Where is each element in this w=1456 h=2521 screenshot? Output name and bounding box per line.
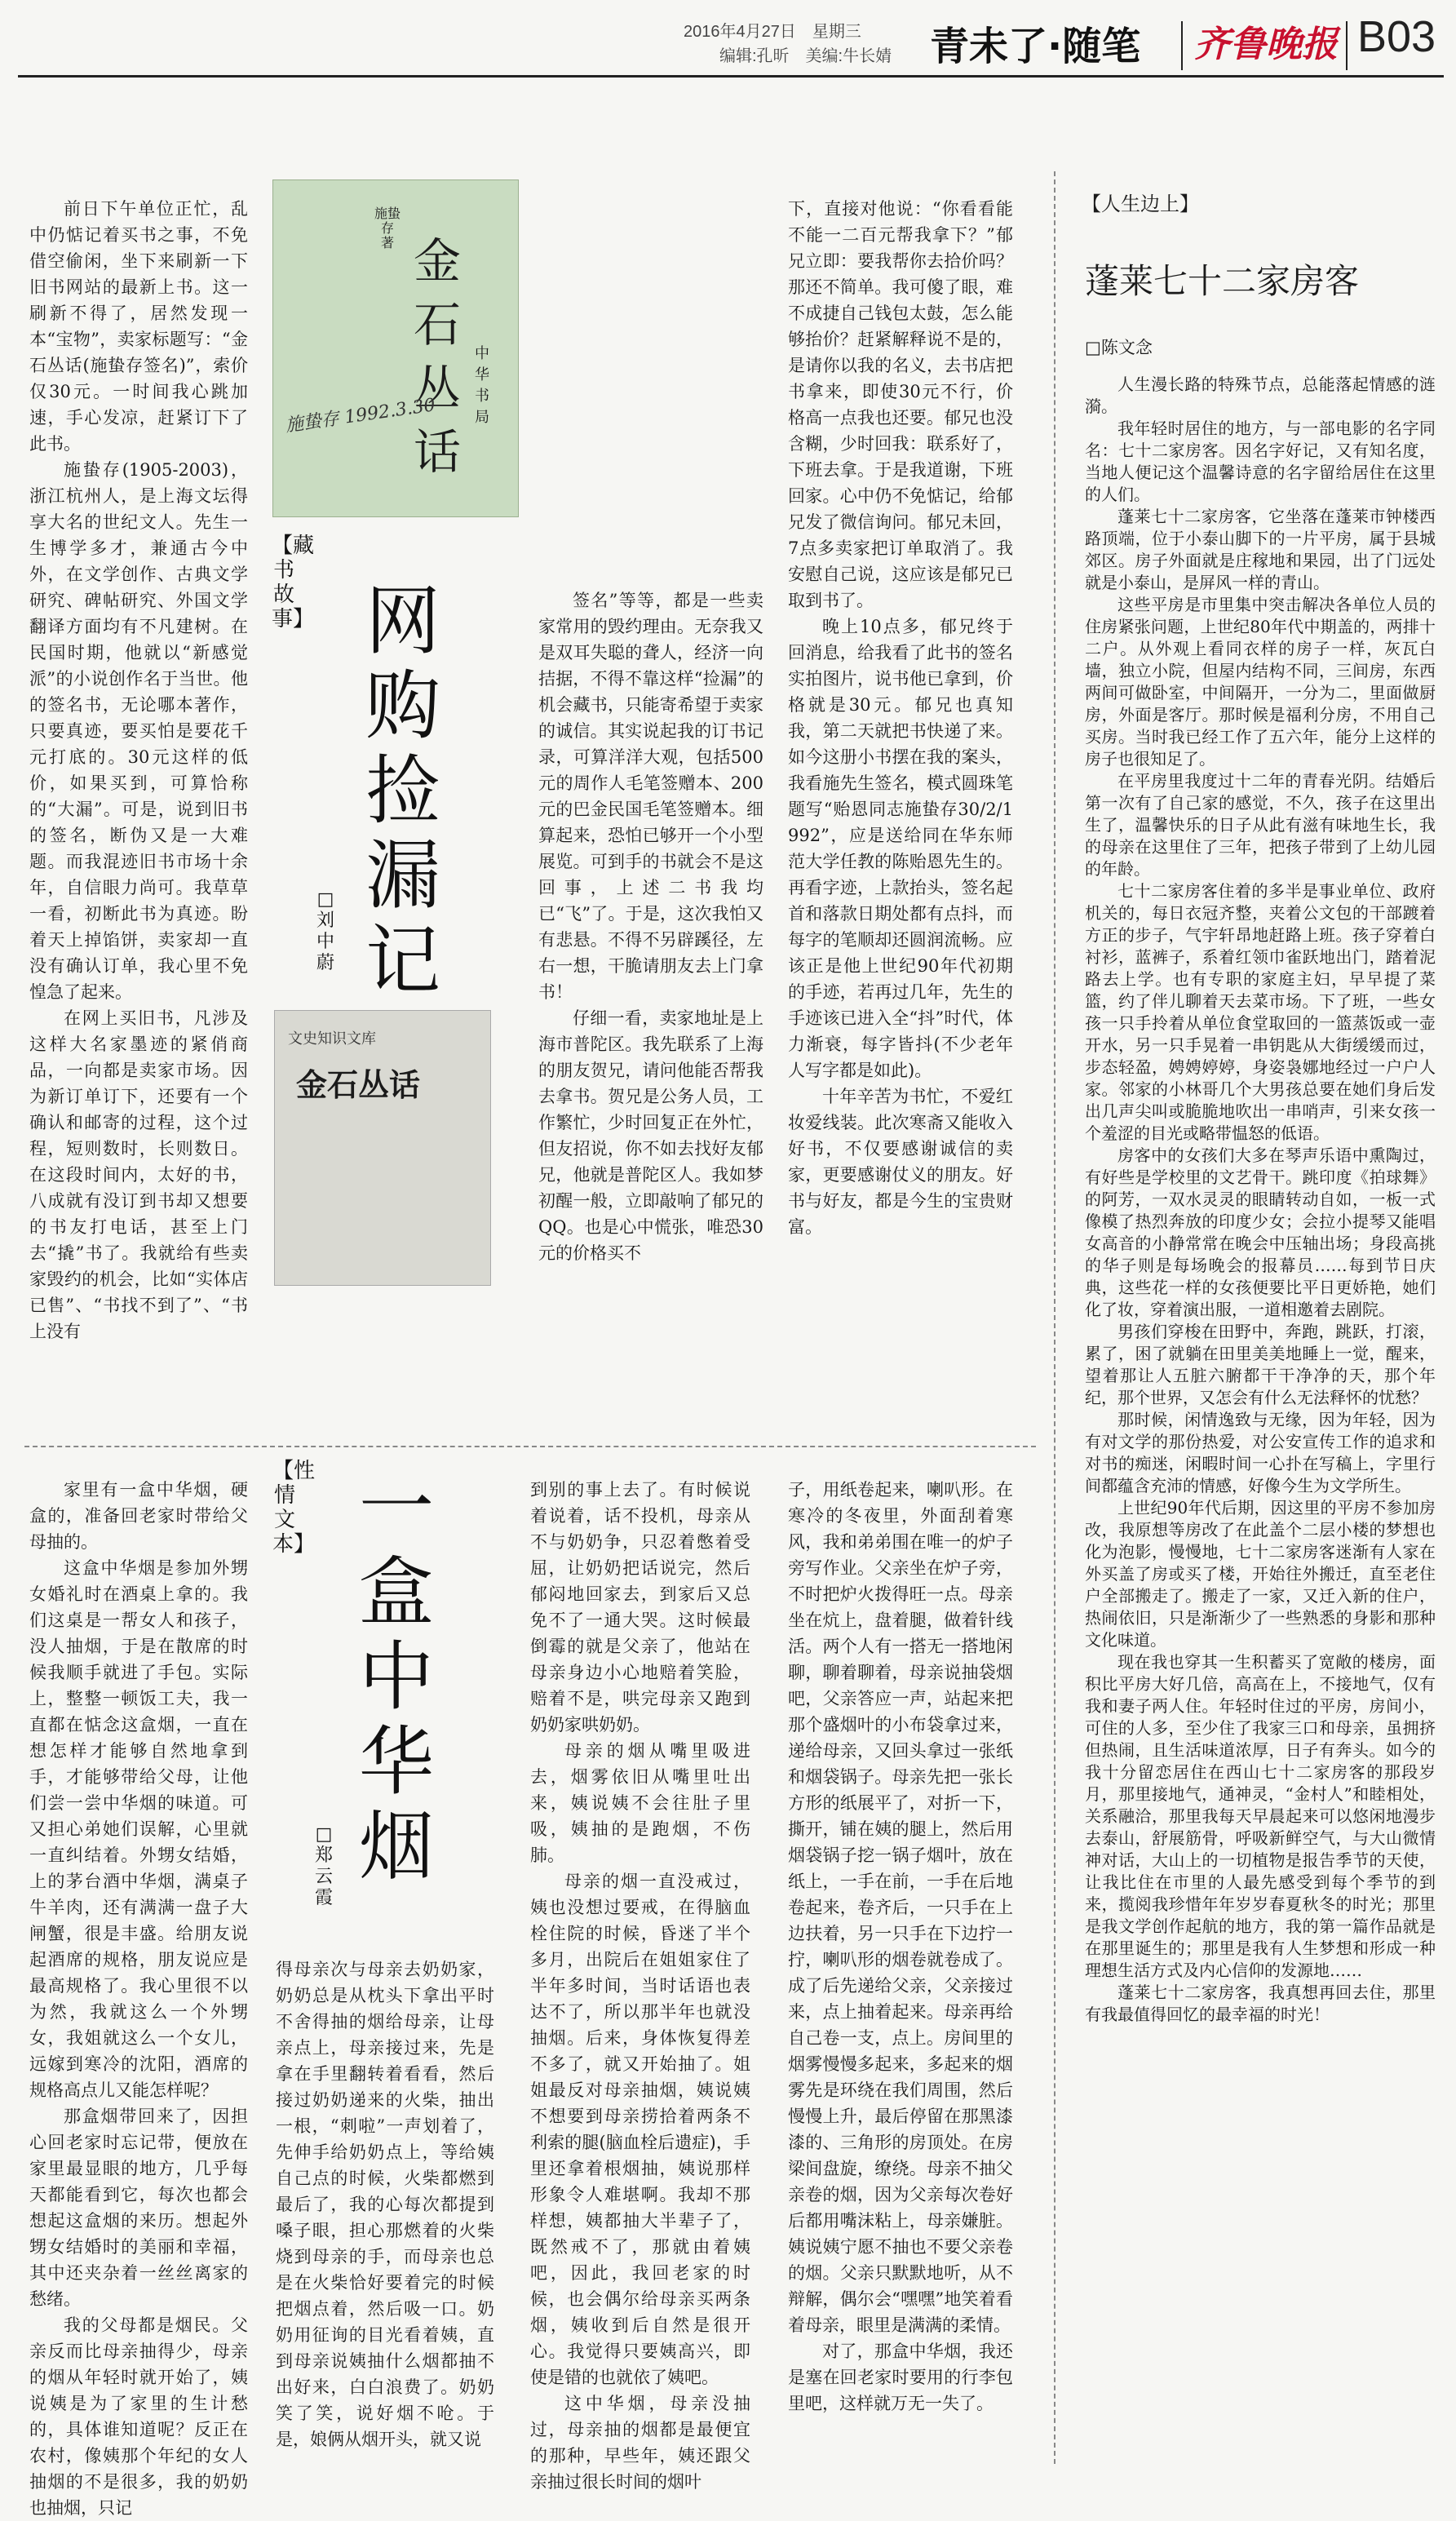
paragraph: 仔细一看，卖家地址是上海市普陀区。我先联系了上海的朋友贺兄，请问他能否帮我去拿书。贺兄是公务人员，工作繁忙，少时回复正在外忙，但友招说，你不如去找好友郁兄，他就是普陀区人。我如梦初醒一般，立即敲响了郁兄的QQ。也是心中慌张，唯恐30元的价格买不	[538, 1008, 763, 1263]
story1-column-1	[29, 196, 248, 1345]
paragraph: 在网上买旧书，凡涉及这样大名家墨迹的紧俏商品，一向都是卖家市场。因为新订单订下，还要有一个确认和邮寄的过程，这个过程，短则数时，长则数日。在这段时间内，太好的书，八成就有没订到书却又想要的书友打电话，甚至上门去“撬”书了。我就给有些卖家毁约的机会，比如“实体店已售”、“书找不到了”、“书上没有	[29, 1008, 248, 1341]
book-cover-photo	[272, 179, 519, 517]
paragraph: 我年轻时居住的地方，与一部电影的名字同名：七十二家房客。因名字好记，又有知名度，当地人便记这个温馨诗意的名字留给居住在这里的人们。	[1085, 419, 1436, 504]
story3-body	[1085, 374, 1436, 2026]
column-tag: 【藏书故事】	[272, 534, 315, 631]
paragraph: 前日下午单位正忙，乱中仍惦记着买书之事，不免借空偷闲，坐下来刷新一下旧书网站的最新上书。这一刷新不得了，居然发现一本“宝物”，卖家标题写：“金石丛话(施蛰存签名)”，索价仅30元。一时间我心跳加速，手心发凉，赶紧订下了此书。	[29, 199, 248, 454]
story2-column-3	[530, 1477, 750, 2495]
story3-title: 蓬莱七十二家房客	[1085, 261, 1360, 301]
header-rule	[18, 75, 1444, 78]
page-number: B03	[1357, 12, 1436, 61]
paragraph: 这些平房是市里集中突击解决各单位人员的住房紧张问题，上世纪80年代中期盖的，两排十二户。从外观上看同衣样的房子一样，灰瓦白墙，独立小院，但屋内结构不同，三间房，东西两间可做卧室，中间隔开，一分为二，里面做厨房，外面是客厅。那时候是福利分房，不用自己买房。当时我已经工作了五六年，能分上这样的房子也很知足了。	[1085, 595, 1436, 769]
paragraph: 到别的事上去了。有时候说着说着，话不投机，母亲从不与奶奶争，只忍着憋着受屈，让奶奶把话说完，然后郁闷地回家去，到家后又总免不了一通大哭。这时候最倒霉的就是父亲了，他站在母亲身边小心地赔着笑脸，赔着不是，哄完母亲又跑到奶奶家哄奶奶。	[530, 1480, 750, 1735]
paragraph: 那时候，闲情逸致与无缘，因为年轻，因为有对文学的那份热爱，对公安宣传工作的追求和对书的痴迷，闲暇时间一心扑在写稿上，字里行间都蕴含充沛的情感，好像今生为文学所生。	[1085, 1410, 1436, 1495]
section-title: 青未了·随笔	[930, 24, 1141, 69]
story2-author: □郑云霞	[314, 1824, 333, 1908]
story1-title: 网购捡漏记	[365, 578, 440, 1004]
paragraph: 七十二家房客住着的多半是事业单位、政府机关的，每日衣冠齐整，夹着公文包的干部踱着方正的步子，气宇轩昂地赶路上班。孩子穿着白衬衫，蓝裤子，系着红领巾雀跃地出门，踏着泥路去上学。也有专职的家庭主妇，早早提了菜篮，约了伴儿聊着天去菜市场。下了班，一些女孩一只手拎着从单位食堂取回的一篮蒸饭或一壶开水，另一只手晃着一串钥匙从大街缓缓而过，步态轻盈，娉娉婷婷，身姿袅娜地经过一户户人家。邻家的小林哥几个大男孩总要在她们身后发出几声尖叫或脆脆地吹出一串哨声，引来女孩一个羞涩的目光或略带愠怒的低语。	[1085, 881, 1436, 1143]
paragraph: 施蛰存(1905-2003)，浙江杭州人，是上海文坛得享大名的世纪文人。先生一生博学多才，兼通古今中外，在文学创作、古典文学研究、碑帖研究、外国文学翻译方面均有不凡建树。在民国时期，他就以“新感觉派”的小说创作名于当世。他的签名书，无论哪本著作，只要真迹，要买怕是要花千元打底的。30元这样的低价，如果买到，可算恰称的“大漏”。可是，说到旧书的签名，断伪又是一大难题。而我混迹旧书市场十余年，自信眼力尚可。我草草一看，初断此书为真迹。盼着天上掉馅饼，卖家却一直没有确认订单，我心里不免惶急了起来。	[29, 460, 248, 1002]
header-divider	[1181, 21, 1183, 70]
paragraph: 在平房里我度过十二年的青春光阴。结婚后第一次有了自己家的感觉，不久，孩子在这里出生了，温馨快乐的日子从此有滋有味地生长，我的母亲在这里住了三年，把孩子带到了上幼儿园的年龄。	[1085, 771, 1436, 879]
paragraph: 现在我也穿其一生积蓄买了宽敞的楼房，面积比平房大好几倍，高高在上，不接地气，仅有我和妻子两人住。年轻时住过的平房，房间小，可住的人多，至少住了我家三口和母亲，虽拥挤但热闹，且生活味道浓厚，日子有奔头。如今的我十分留恋居住在西山七十二家房客的那段岁月，那里接地气，通神灵，“金村人”和睦相处，关系融洽，那里我每天早晨起来可以悠闲地漫步去泰山，舒展筋骨，呼吸新鲜空气，与大山微情神对话，大山上的一切植物是报告季节的天使，让我比住在市里的人最先感受到每个季节的到来，揽阅我珍惜年年岁岁春夏秋冬的时光；那里是我文学创作起航的地方，我的第一篇作品就是在那里诞生的；那里是我有人生梦想和形成一种理想生活方式及内心信仰的发源地……	[1085, 1652, 1436, 1980]
paragraph: 我的父母都是烟民。父亲反而比母亲抽得少，母亲的烟从年轻时就开始了，姨说姨是为了家里的生计愁的，具体谁知道呢？反正在农村，像姨那个年纪的女人抽烟的不是很多，我的奶奶也抽烟，只记	[29, 2315, 248, 2518]
paragraph: 母亲的烟从嘴里吸进去，烟雾依旧从嘴里吐出来，姨说姨不会往肚子里吸，姨抽的是跑烟，不伤肺。	[530, 1741, 750, 1865]
paragraph: 家里有一盒中华烟，硬盒的，准备回老家时带给父母抽的。	[29, 1480, 248, 1552]
story2-column-4	[788, 1477, 1013, 2417]
book-cover-photo-2	[274, 1010, 491, 1286]
handwritten-signature: 施蛰存 1992.3.30	[284, 395, 437, 436]
newspaper-logo: 齐鲁晚报	[1194, 24, 1338, 65]
paragraph: 那盒烟带回来了，因担心回老家时忘记带，便放在家里最显眼的地方，几乎每天都能看到它，每次也都会想起这盒烟的来历。想起外甥女结婚时的美丽和幸福，其中还夹杂着一丝丝离家的愁绪。	[29, 2107, 248, 2309]
issue-date: 2016年4月27日 星期三	[684, 23, 861, 41]
paragraph: 签名”等等，都是一些卖家常用的毁约理由。无奈我又是双耳失聪的聋人，经济一向拮据，不得不靠这样“捡漏”的机会藏书，只能寄希望于卖家的诚信。其实说起我的订书记录，可算洋洋大观，包括500元的周作人毛笔签赠本、200元的巴金民国毛笔签赠本。细算起来，恐怕已够开一个小型展览。可到手的书就会不是这回事，上述二书我均已“飞”了。于是，这次我怕又有悲悬。不得不另辟蹊径，左右一想，干脆请朋友去上门拿书！	[538, 591, 763, 1002]
paragraph: 上世纪90年代后期，因这里的平房不参加房改，我原想等房改了在此盖个二层小楼的梦想也化为泡影，慢慢地，七十二家房客迷渐有人家在外买盖了房或买了楼，开始往外搬迁，直至老住户全部搬走了。搬走了一家，又迁入新的住户，热闹依旧，只是渐渐少了一些熟悉的身影和那种文化味道。	[1085, 1498, 1436, 1650]
paragraph: 这中华烟，母亲没抽过，母亲抽的烟都是最便宜的那种，早些年，姨还跟父亲抽过很长时间的烟叶	[530, 2394, 750, 2492]
paragraph: 蓬莱七十二家房客，我真想再回去住，那里有我最值得回忆的最幸福的时光！	[1085, 1983, 1436, 2024]
paragraph: 房客中的女孩们大多在琴声乐语中熏陶过，有好些是学校里的文艺骨干。跳印度《拍球舞》的阿芳，一双水灵灵的眼睛转动自如，一板一式像模了热烈奔放的印度少女；会拉小提琴又能唱女高音的小静常常在晚会中压轴出场；身段高挑的华子则是每场晚会的报幕员……每到节日庆典，这些花一样的女孩便要比平日更娇艳，她们化了妆，穿着演出服，一道相邀着去剧院。	[1085, 1145, 1436, 1319]
book-author-text: 施蛰存 著	[374, 206, 401, 250]
story2-column-1	[29, 1477, 248, 2521]
story2-column-2	[276, 1956, 494, 2452]
paragraph: 母亲的烟一直没戒过，姨也没想过要戒，在得脑血栓住院的时候，昏迷了半个多月，出院后在姐姐家住了半年多时间，当时话语也表达不了，所以那半年也就没抽烟。后来，身体恢复得差不多了，就又开始抽了。姐姐最反对母亲抽烟，姨说姨不想要到母亲捞拾着两条不利索的腿(脑血栓后遗症)，手里还拿着根烟抽，姨说那样形象令人难堪啊。我却不那样想，姨都抽大半辈子了，既然戒不了，那就由着姨吧，因此，我回老家的时候，也会偶尔给母亲买两条烟，姨收到后自然是很开心。我觉得只要姨高兴，即使是错的也就依了姨吧。	[530, 1872, 750, 2387]
paragraph: 这盒中华烟是参加外甥女婚礼时在酒桌上拿的。我们这桌是一帮女人和孩子，没人抽烟，于是在散席的时候我顺手就进了手包。实际上，整整一顿饭工夫，我一直都在惦念这盒烟，一直在想怎样才能够自然地拿到手，才能够带给父母，让他们尝一尝中华烟的味道。可又担心弟她们误解，心里就一直纠结着。外甥女结婚，上的茅台酒中华烟，满桌子牛羊肉，还有满满一盘子大闸蟹，很是丰盛。给朋友说起酒席的规格，朋友说应是最高规格了。我心里很不以为然，我就这么一个外甥女，我姐就这么一个女儿，远嫁到寒冷的沈阳，酒席的规格高点儿又能怎样呢？	[29, 1558, 248, 2100]
story1-column-3	[788, 196, 1013, 1240]
paragraph: 下，直接对他说：“你看看能不能一二百元帮我拿下？”郁兄立即：要我帮你去拾价吗？那还不简单。我可傻了眼，难不成捷自己钱包太鼓，怎么能够抬价？赶紧解释说不是的，是请你以我的名义，去书店把书拿来，即使30元不行，价格高一点我也还要。郁兄也没含糊，少时回我：联系好了，下班去拿。于是我道谢，下班回家。心中仍不免惦记，给郁兄发了微信询问。郁兄未回，7点多卖家把订单取消了。我安慰自己说，这应该是郁兄已取到书了。	[788, 199, 1013, 610]
paragraph: 子，用纸卷起来，喇叭形。在寒冷的冬夜里，外面刮着寒风，我和弟弟围在唯一的炉子旁写作业。父亲坐在炉子旁，不时把炉火拨得旺一点。母亲坐在炕上，盘着腿，做着针线活。两个人有一搭无一搭地闲聊，聊着聊着，母亲说抽袋烟吧，父亲答应一声，站起来把那个盛烟叶的小布袋拿过来，递给母亲，又回头拿过一张纸和烟袋锅子。母亲先把一张长方形的纸展平了，对折一下，撕开，铺在姨的腿上，然后用烟袋锅子挖一锅子烟叶，放在纸上，一手在前，一手在后地卷起来，卷齐后，一只手在上边扶着，另一只手在下边拧一拧，喇叭形的烟卷就卷成了。成了后先递给父亲，父亲接过来，点上抽着起来。母亲再给自己卷一支，点上。房间里的烟雾慢慢多起来，多起来的烟雾先是环绕在我们周围，然后慢慢上升，最后停留在那黑漆漆的、三角形的房顶处。在房梁间盘旋，缭绕。母亲不抽父亲卷的烟，因为父亲每次卷好后都用嘴沫粘上，母亲嫌脏。姨说姨宁愿不抽也不要父亲卷的烟。父亲只默默地听，从不辩解，偶尔会“嘿嘿”地笑着看着母亲，眼里是满满的柔情。	[788, 1480, 1013, 2335]
paragraph: 得母亲次与母亲去奶奶家，奶奶总是从枕头下拿出平时不舍得抽的烟给母亲，让母亲点上，母亲接过来，先是拿在手里翻转着看看，然后接过奶奶递来的火柴，抽出一根，“刺啦”一声划着了，先伸手给奶奶点上，等给姨自己点的时候，火柴都燃到最后了，我的心每次都提到嗓子眼，担心那燃着的火柴烧到母亲的手，而母亲也总是在火柴恰好要着完的时候把烟点着，然后吸一口。奶奶用征询的目光看着姨，直到母亲说姨抽什么烟都抽不出好来，白白浪费了。奶奶笑了笑，说好烟不呛。于是，娘俩从烟开头，就又说	[276, 1960, 494, 2449]
column-divider	[1054, 171, 1055, 2464]
book-publisher-text: 中华书局	[475, 345, 489, 426]
column-tag: 【人生边上】	[1082, 193, 1199, 215]
paragraph: 人生漫长路的特殊节点，总能落起情感的涟漪。	[1085, 374, 1436, 416]
paragraph: 晚上10点多，郁兄终于回消息，给我看了此书的签名实拍图片，说书他已拿到，价格就是30元。郁兄也真知我，第二天就把书快递了来。如今这册小书摆在我的案头，我看施先生签名，模式圆珠笔题写“贻恩同志施蛰存30/2/1992”，应是送给同在华东师范大学任教的陈贻恩先生的。再看字迹，上款抬头，签名起首和落款日期处都有点抖，而每字的笔顺却还圆润流畅。应该正是他上世纪90年代初期的手迹，若再过几年，先生的手迹该已进入全“抖”时代，体力渐衰，每字皆抖(不少老年人写字都是如此)。	[788, 617, 1013, 1080]
header-divider	[1346, 21, 1348, 70]
book-series-text: 文史知识文库	[288, 1030, 376, 1048]
story3-author: □陈文念	[1085, 338, 1153, 357]
story2-title: 一盒中华烟	[358, 1464, 434, 1890]
story1-author: □刘中蔚	[316, 889, 334, 973]
paragraph: 对了，那盒中华烟，我还是塞在回老家时要用的行李包里吧，这样就万无一失了。	[788, 2342, 1013, 2413]
column-tag: 【性情文本】	[272, 1459, 316, 1557]
section-divider	[24, 1446, 1036, 1447]
paragraph: 男孩们穿梭在田野中，奔跑，跳跃，打滚，累了，困了就躺在田里美美地睡上一觉，醒来，望着那让人五脏六腑都干干净净的天，那个年纪，那个世界，又怎会有什么无法释怀的忧愁？	[1085, 1322, 1436, 1407]
paragraph: 蓬莱七十二家房客，它坐落在蓬莱市钟楼西路顶端，位于小泰山脚下的一片平房，属于县城郊区。房子外面就是庄稼地和果园，出了门远处就是小泰山，是屏风一样的青山。	[1085, 507, 1436, 592]
story1-column-2	[538, 587, 763, 1266]
paragraph: 十年辛苦为书忙，不爱红妆爱线装。此次寒斋又能收入好书，不仅要感谢诚信的卖家，更要感谢仗义的朋友。好书与好友，都是今生的宝贵财富。	[788, 1087, 1013, 1237]
book-title-text: 金石丛话	[413, 233, 461, 480]
book-title-text: 金石丛话	[296, 1066, 421, 1103]
editor-credits: 编辑:孔昕 美编:牛长婧	[719, 47, 892, 65]
